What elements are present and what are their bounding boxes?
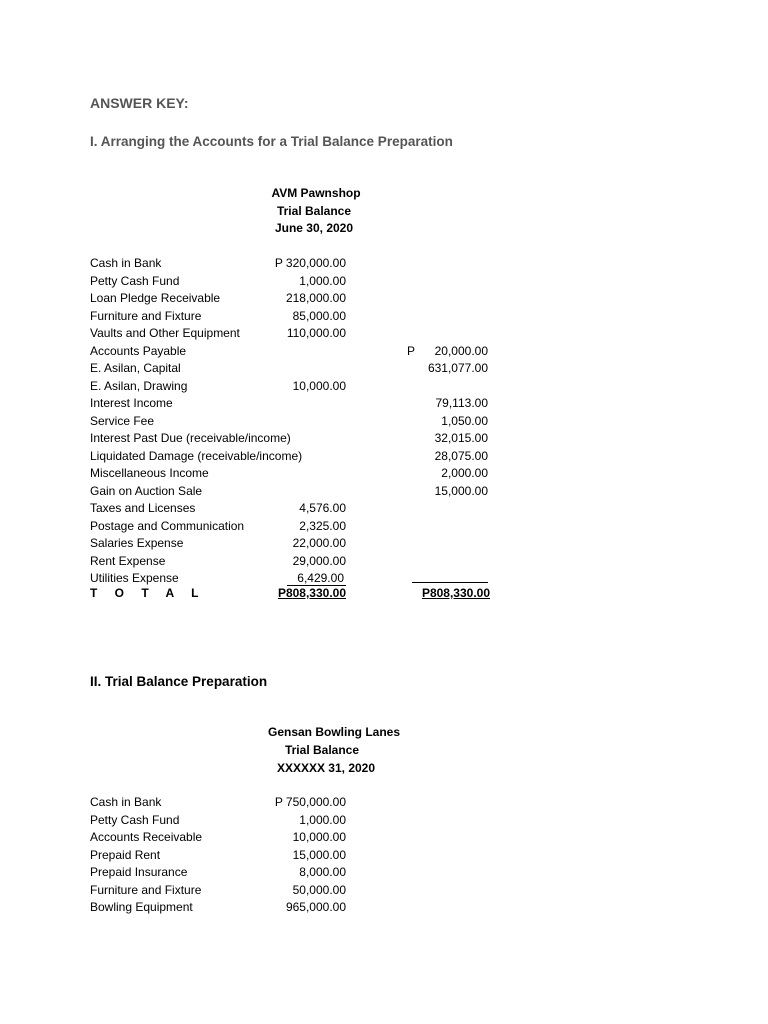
account-name: Petty Cash Fund — [90, 273, 180, 288]
debit-amount: 965,000.00 — [285, 900, 346, 914]
section1-report-title: Trial Balance — [276, 204, 352, 218]
account-name: Miscellaneous Income — [90, 466, 209, 480]
account-name: Prepaid Rent — [90, 847, 161, 862]
credit-amount: 15,000.00 — [434, 483, 488, 498]
account-name: Cash in Bank — [90, 256, 162, 270]
total-credit: P808,330.00 — [421, 586, 490, 600]
account-name: Accounts Payable — [90, 343, 187, 358]
account-name: Prepaid Insurance — [90, 865, 188, 879]
debit-amount: 110,000.00 — [286, 326, 346, 340]
credit-amount: 79,113.00 — [435, 396, 488, 410]
total-label: T O T A L — [90, 586, 206, 600]
credit-subtotal-line — [400, 570, 488, 586]
account-name: Interest Past Due (receivable/income) — [90, 431, 291, 445]
account-name: Furniture and Fixture — [90, 308, 202, 323]
debit-amount: 6,429.00 — [240, 571, 346, 585]
section2-company: Gensan Bowling Lanes — [267, 725, 401, 739]
debit-amount: P 750,000.00 — [274, 795, 346, 809]
debit-amount: 10,000.00 — [292, 830, 346, 844]
credit-amount: 32,015.00 — [434, 431, 488, 445]
section2-heading: II. Trial Balance Preparation — [90, 674, 268, 689]
account-name: Loan Pledge Receivable — [90, 291, 221, 305]
section2-report-title: Trial Balance — [284, 743, 360, 757]
debit-amount: 50,000.00 — [292, 882, 346, 897]
account-name: Taxes and Licenses — [90, 501, 196, 515]
debit-amount: 15,000.00 — [292, 847, 346, 862]
account-name: E. Asilan, Capital — [90, 361, 181, 375]
account-name: Rent Expense — [90, 553, 166, 568]
account-name: Accounts Receivable — [90, 830, 203, 844]
debit-amount: 1,000.00 — [299, 273, 346, 288]
credit-amount: 2,000.00 — [441, 466, 488, 480]
credit-amount: 28,075.00 — [434, 448, 488, 463]
account-name: Vaults and Other Equipment — [90, 326, 240, 340]
debit-amount: 85,000.00 — [292, 308, 346, 323]
section1-company: AVM Pawnshop — [271, 186, 361, 200]
section1-heading: I. Arranging the Accounts for a Trial Balance Preparation — [90, 134, 453, 149]
debit-amount: 10,000.00 — [292, 378, 346, 393]
credit-amount: 631,077.00 — [427, 361, 488, 375]
credit-amount: 1,050.00 — [441, 413, 488, 428]
account-name: Furniture and Fixture — [90, 882, 202, 897]
section1-date: June 30, 2020 — [274, 221, 354, 235]
account-name: Salaries Expense — [90, 536, 184, 550]
debit-amount: 22,000.00 — [292, 536, 346, 550]
credit-amount: 20,000.00 — [434, 343, 488, 358]
account-name: Petty Cash Fund — [90, 812, 180, 827]
debit-amount: 2,325.00 — [299, 518, 346, 533]
account-name: Service Fee — [90, 413, 155, 428]
answer-key-heading: ANSWER KEY: — [90, 95, 189, 111]
account-name: Interest Income — [90, 396, 173, 410]
debit-amount: 4,576.00 — [299, 501, 346, 515]
debit-amount: 1,000.00 — [299, 812, 346, 827]
debit-amount: 8,000.00 — [299, 865, 346, 879]
account-name: Utilities Expense — [90, 571, 179, 585]
debit-amount: P 320,000.00 — [274, 256, 346, 270]
account-name: Liquidated Damage (receivable/income) — [90, 448, 303, 463]
credit-peso-sign: P — [407, 343, 416, 358]
section2-date: XXXXXX 31, 2020 — [276, 761, 376, 775]
account-name: Gain on Auction Sale — [90, 483, 203, 498]
account-name: Postage and Communication — [90, 518, 245, 533]
debit-amount: 218,000.00 — [285, 291, 346, 305]
total-debit: P808,330.00 — [277, 586, 346, 600]
account-name: Cash in Bank — [90, 795, 162, 809]
debit-amount: 29,000.00 — [292, 553, 346, 568]
account-name: Bowling Equipment — [90, 900, 193, 914]
account-name: E. Asilan, Drawing — [90, 378, 188, 393]
